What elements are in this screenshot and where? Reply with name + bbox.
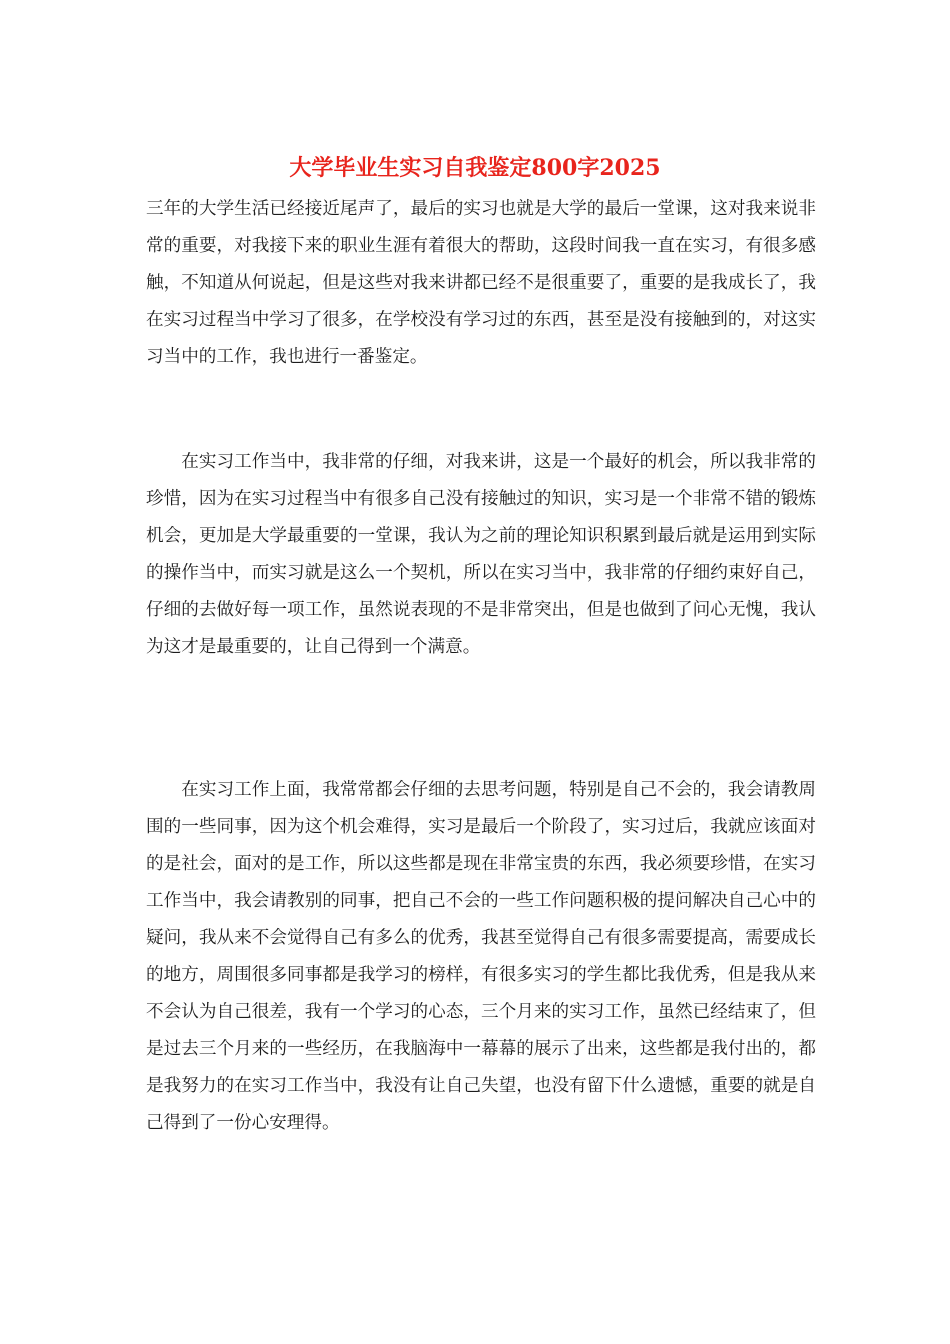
- paragraph-2: 在实习工作当中，我非常的仔细，对我来讲，这是一个最好的机会，所以我非常的珍惜，因为在实习过程当中有很多自己没有接触过的知识，实习是一个非常不错的锻炼机会，更加是大学最重要的一堂课，我认为之前的理论知识积累到最后就是运用到实际的操作当中，而实习就是这么一个契机，所以在实习当中，我非常的仔细约束好自己，仔细的去做好每一项工作，虽然说表现的不是非常突出，但是也做到了问心无愧，我认为这才是最重要的，让自己得到一个满意。: [146, 452, 816, 657]
- paragraph-1: 三年的大学生活已经接近尾声了，最后的实习也就是大学的最后一堂课，这对我来说非常的重要，对我接下来的职业生涯有着很大的帮助，这段时间我一直在实习，有很多感触，不知道从何说起，但是这些对我来讲都已经不是很重要了，重要的是我成长了，我在实习过程当中学习了很多，在学校没有学习过的东西，甚至是没有接触到的，对这实习当中的工作，我也进行一番鉴定。: [146, 199, 816, 367]
- paragraph-3: 在实习工作上面，我常常都会仔细的去思考问题，特别是自己不会的，我会请教周围的一些同事，因为这个机会难得，实习是最后一个阶段了，实习过后，我就应该面对的是社会，面对的是工作，所以这些都是现在非常宝贵的东西，我必须要珍惜，在实习工作当中，我会请教别的同事，把自己不会的一些工作问题积极的提问解决自己心中的疑问，我从来不会觉得自己有多么的优秀，我甚至觉得自己有很多需要提高，需要成长的地方，周围很多同事都是我学习的榜样，有很多实习的学生都比我优秀，但是我从来不会认为自己很差，我有一个学习的心态，三个月来的实习工作，虽然已经结束了，但是过去三个月来的一些经历，在我脑海中一幕幕的展示了出来，这些都是我付出的，都是我努力的在实习工作当中，我没有让自己失望，也没有留下什么遗憾，重要的就是自己得到了一份心安理得。: [146, 780, 816, 1133]
- document-title: 大学毕业生实习自我鉴定800字2025: [289, 155, 661, 181]
